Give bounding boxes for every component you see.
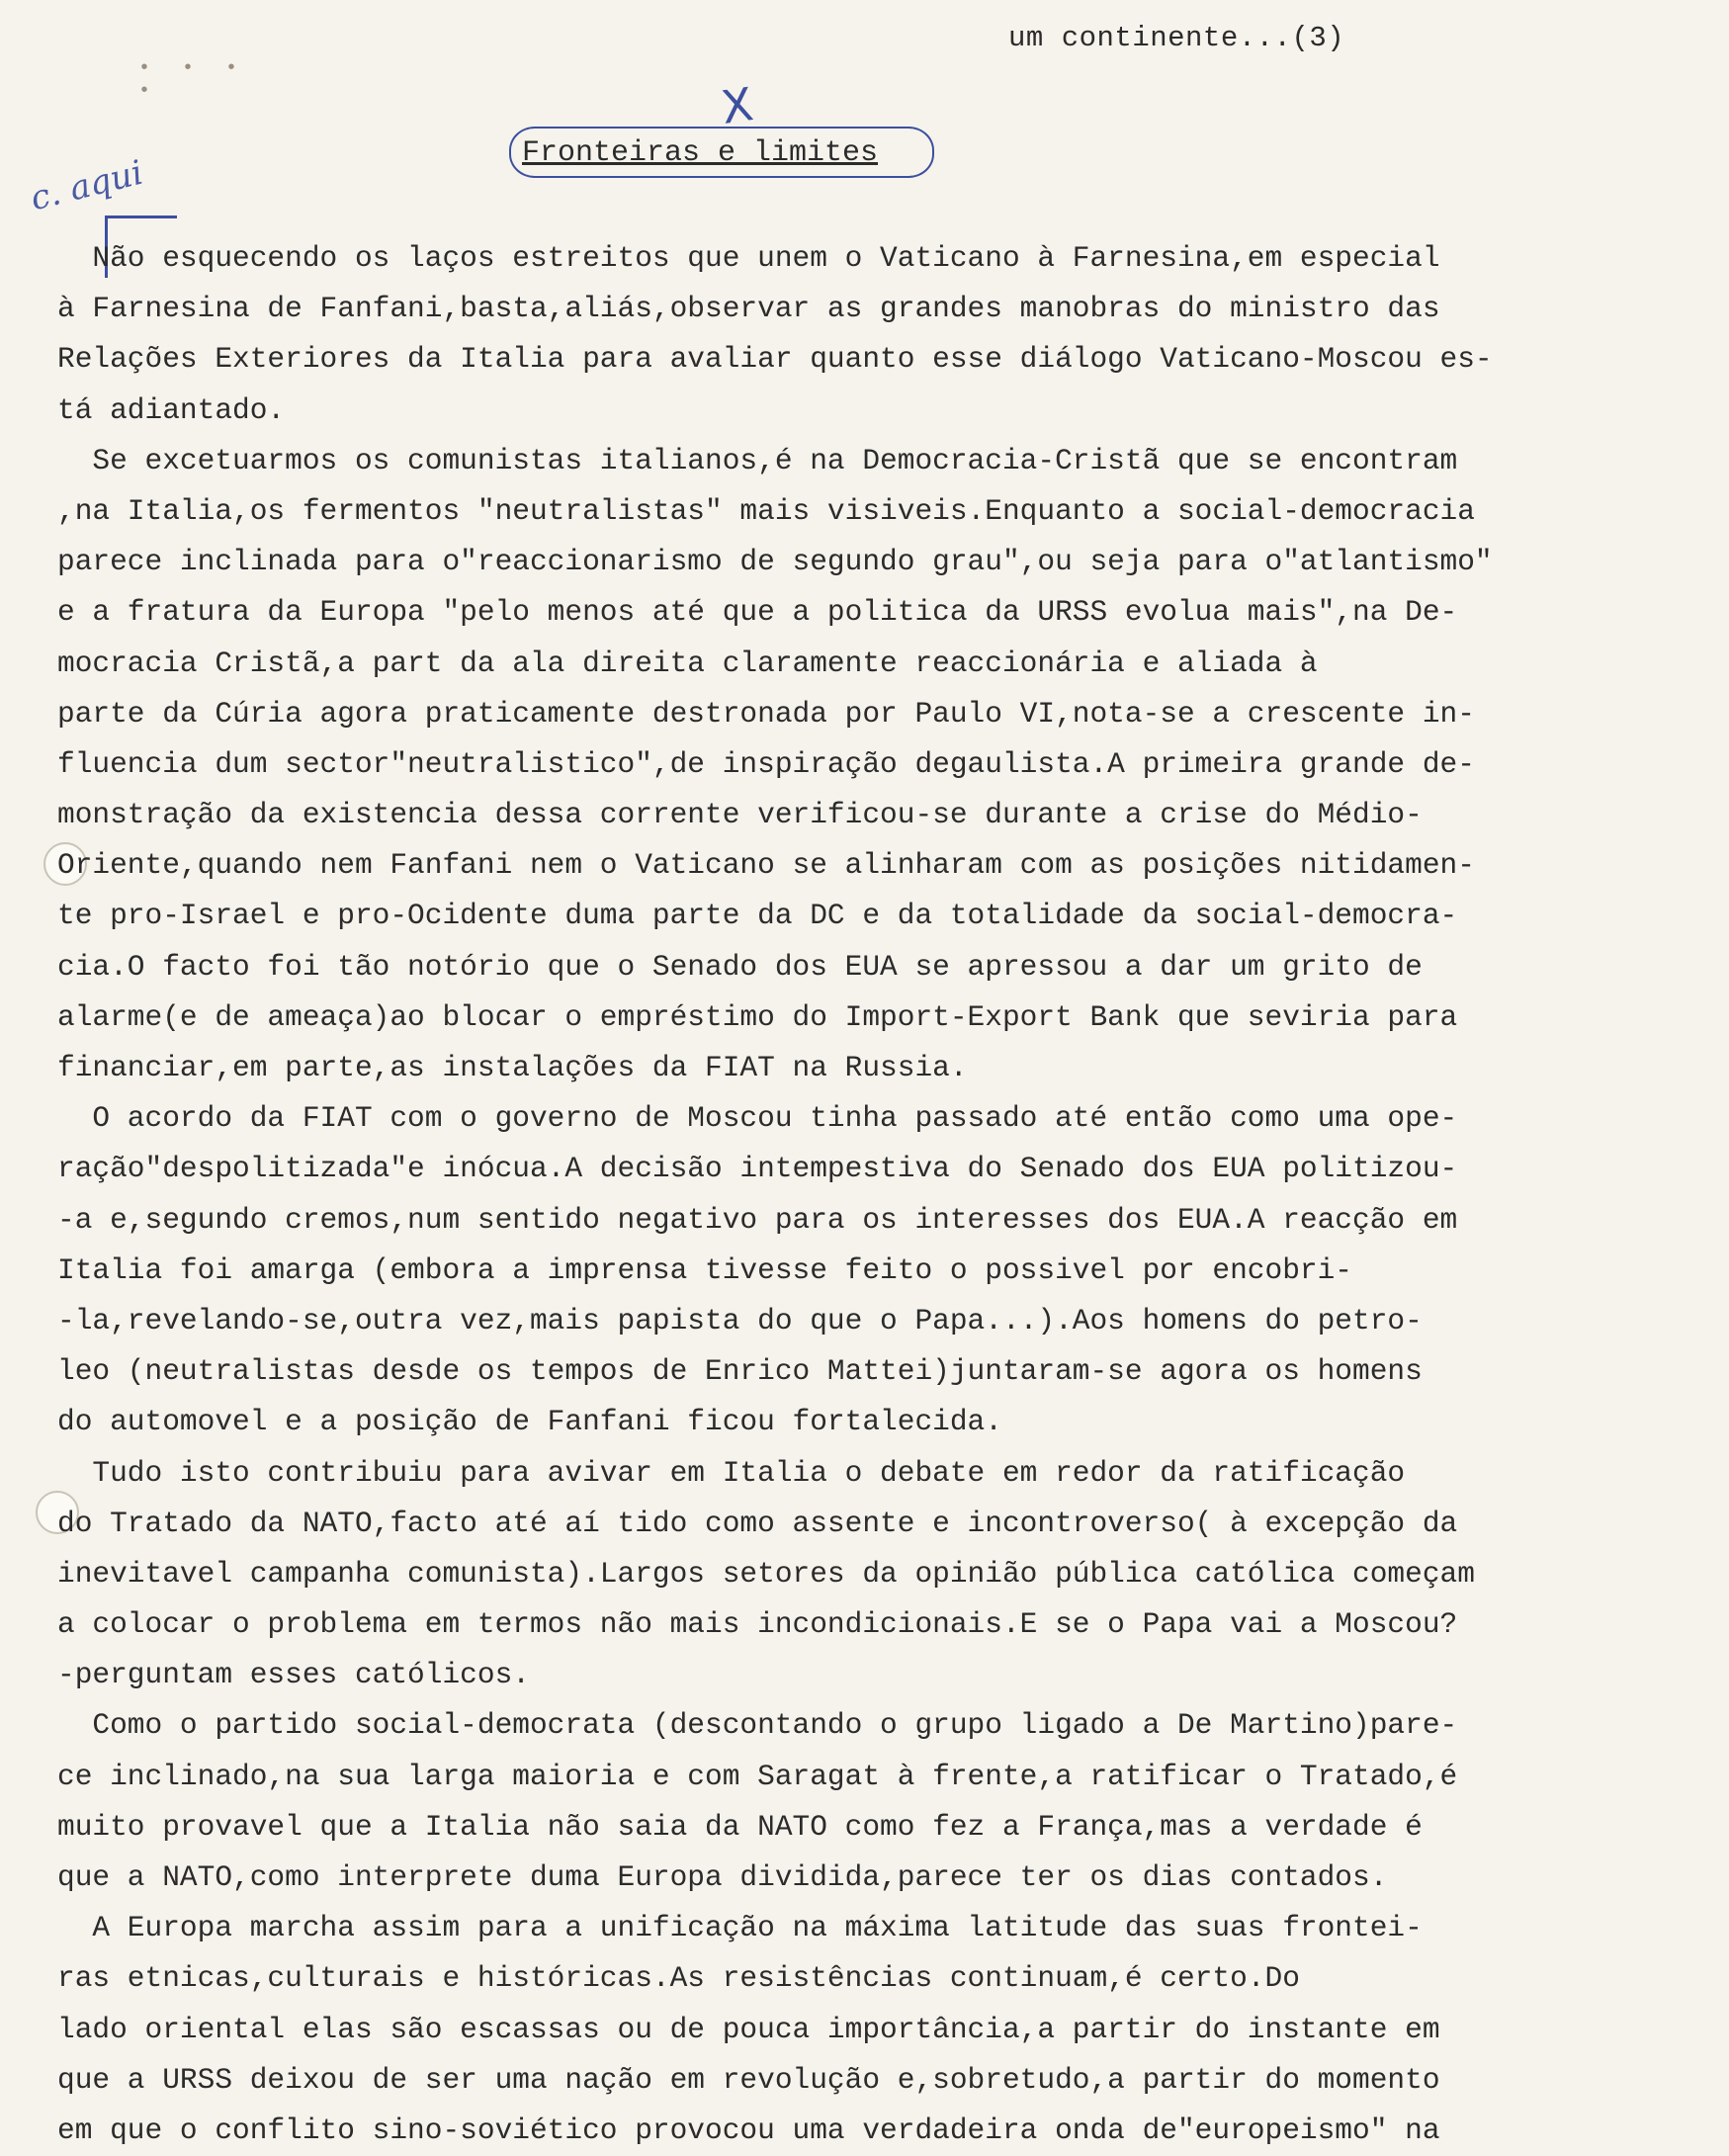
body-line: muito provavel que a Italia não saia da NATO como fez a França,mas a verdade é [57, 1809, 1423, 1844]
body-line: Oriente,quando nem Fanfani nem o Vaticano se alinharam com as posições nitidamen- [57, 848, 1475, 883]
body-line: Relações Exteriores da Italia para avaliar quanto esse diálogo Vaticano-Moscou es- [57, 342, 1493, 377]
body-line: financiar,em parte,as instalações da FIAT na Russia. [57, 1051, 968, 1084]
body-line: e a fratura da Europa "pelo menos até que a politica da URSS evolua mais",na De- [57, 595, 1458, 630]
body-line: Como o partido social-democrata (descontando o grupo ligado a De Martino)pare- [57, 1708, 1458, 1743]
handwritten-x-mark: X [718, 77, 757, 134]
body-line: Se excetuarmos os comunistas italianos,é na Democracia-Cristã que se encontram [57, 443, 1458, 477]
body-line: -perguntam esses católicos. [57, 1658, 530, 1692]
body-line: Italia foi amarga (embora a imprensa tivesse feito o possivel por encobri- [57, 1252, 1353, 1287]
body-line: A Europa marcha assim para a unificação na máxima latitude das suas frontei- [57, 1911, 1423, 1945]
body-line: ração"despolitizada"e inócua.A decisão intempestiva do Senado dos EUA politizou- [57, 1152, 1458, 1186]
body-line: parece inclinada para o"reaccionarismo de segundo grau",ou seja para o"atlantismo" [57, 545, 1493, 579]
body-line: leo (neutralistas desde os tempos de Enrico Mattei)juntaram-se agora os homens [57, 1354, 1423, 1389]
body-line: em que o conflito sino-soviético provocou uma verdadeira onda de"europeismo" na [57, 2113, 1440, 2147]
body-line: cia.O facto foi tão notório que o Senado dos EUA se apressou a dar um grito de [57, 949, 1423, 984]
body-line: ce inclinado,na sua larga maioria e com Saragat à frente,a ratificar o Tratado,é [57, 1759, 1458, 1793]
body-line: Não esquecendo os laços estreitos que unem o Vaticano à Farnesina,em especial [57, 241, 1440, 275]
paper-smudge: • • • • [138, 57, 248, 103]
body-line: fluencia dum sector"neutralistico",de inspiração degaulista.A primeira grande de- [57, 746, 1475, 781]
body-line: O acordo da FIAT com o governo de Moscou tinha passado até então como uma ope- [57, 1101, 1458, 1136]
body-line: do Tratado da NATO,facto até aí tido como assente e incontroverso( à excepção da [57, 1506, 1458, 1540]
body-line: mocracia Cristã,a part da ala direita claramente reaccionária e aliada à [57, 646, 1318, 680]
margin-handwritten-note: c. aqui [26, 152, 147, 219]
body-line: ,na Italia,os fermentos "neutralistas" mais visiveis.Enquanto a social-democracia [57, 493, 1475, 528]
body-line: do automovel e a posição de Fanfani ficou fortalecida. [57, 1405, 1002, 1439]
body-line: Tudo isto contribuiu para avivar em Italia o debate em redor da ratificação [57, 1455, 1406, 1490]
typed-body-text [57, 233, 1698, 2156]
body-line: monstração da existencia dessa corrente verificou-se durante a crise do Médio- [57, 798, 1423, 832]
body-line: lado oriental elas são escassas ou de pouca importância,a partir do instante em [57, 2012, 1440, 2046]
body-line: tá adiantado. [57, 392, 286, 427]
body-line: que a URSS deixou de ser uma nação em revolução e,sobretudo,a partir do momento [57, 2062, 1440, 2097]
body-line: inevitavel campanha comunista).Largos setores da opinião pública católica começam [57, 1556, 1475, 1591]
page-reference: um continente...(3) [1008, 22, 1345, 54]
body-line: alarme(e de ameaça)ao blocar o empréstimo do Import-Export Bank que seviria para [57, 999, 1458, 1034]
body-line: à Farnesina de Fanfani,basta,aliás,observar as grandes manobras do ministro das [57, 292, 1440, 326]
body-line: ras etnicas,culturais e históricas.As resistências continuam,é certo.Do [57, 1961, 1300, 1996]
body-line: a colocar o problema em termos não mais incondicionais.E se o Papa vai a Moscou? [57, 1607, 1458, 1642]
body-line: te pro-Israel e pro-Ocidente duma parte da DC e da totalidade da social-democra- [57, 899, 1458, 933]
body-line: que a NATO,como interprete duma Europa dividida,parece ter os dias contados. [57, 1860, 1388, 1894]
body-line: -a e,segundo cremos,num sentido negativo para os interesses dos EUA.A reacção em [57, 1202, 1458, 1237]
body-line: parte da Cúria agora praticamente destronada por Paulo VI,nota-se a crescente in- [57, 696, 1475, 731]
body-line: -la,revelando-se,outra vez,mais papista do que o Papa...).Aos homens do petro- [57, 1303, 1423, 1337]
section-title: Fronteiras e limites [522, 136, 879, 170]
